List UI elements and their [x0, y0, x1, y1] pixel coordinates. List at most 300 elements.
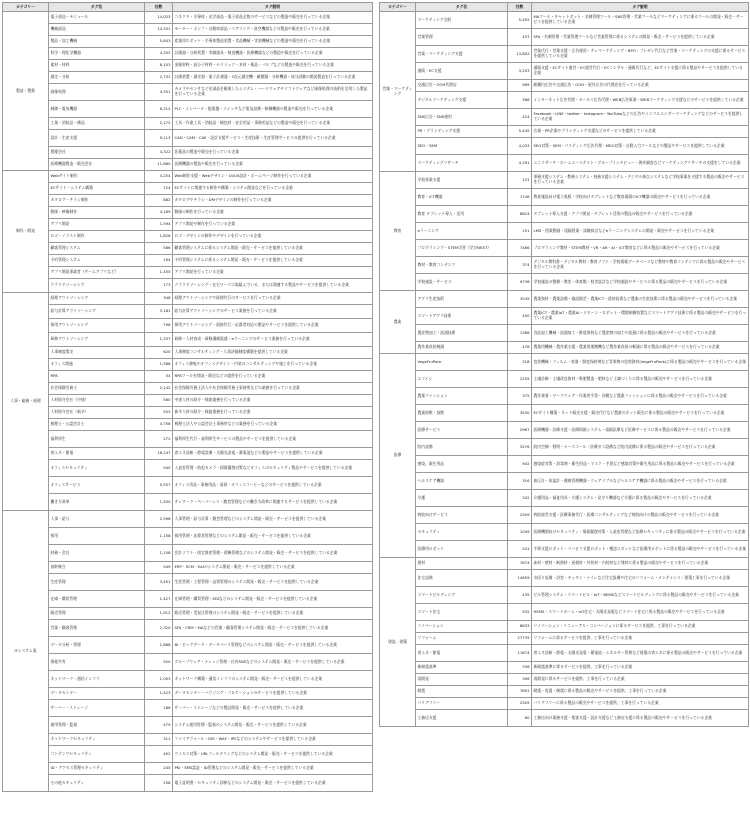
table-row: [380, 473, 749, 490]
count-cell: 1,003: [145, 671, 173, 688]
description-cell: インターネット広告代理・セールス広告代理・WEB広告事業・WEBマーケティング支援などのサービスを提供している企業: [532, 92, 749, 109]
description-cell: 福利厚生代行・福利厚生サービスの製品やサービスを提供している企業: [173, 431, 373, 448]
table-row: [3, 717, 373, 734]
table-row: [3, 431, 373, 448]
table-row: [380, 354, 749, 371]
table-row: [380, 558, 749, 570]
tag-name-cell: 営業・顧客管理: [49, 620, 145, 637]
description-cell: デジタル教科書・デジタル教材・教育ソフト・学校情報データベースなど教材や教育コンテンツに係る製品の販売やサービスを行っている企業: [532, 257, 749, 274]
description-cell: データセンター・ハウジング・コロケーションのサービスを提供している企業: [173, 688, 373, 700]
table-row: [3, 101, 373, 118]
description-cell: SFA・名刺管理・営業管理ツールなど営業管理に係るシステムの開発・販売・サービスを提供している企業: [532, 29, 749, 46]
table-row: [3, 171, 373, 183]
tag-name-cell: 学校施設・サービス: [416, 274, 508, 291]
table-row: [380, 223, 749, 240]
description-cell: プログラミング教材・STEM教材・VR・AR・AI・ICT教育などに係る製品の販売やサービスを行っている企業: [532, 240, 749, 257]
count-cell: 4,202: [145, 48, 173, 60]
header-category: カテゴリー: [380, 3, 416, 12]
table-row: [3, 671, 373, 688]
description-cell: ファイアウォール・IDS・WAF・IPSなどのシステムやサービスを提供している企業: [173, 734, 373, 746]
count-cell: 54: [145, 371, 173, 383]
count-cell: 532: [508, 604, 532, 621]
table-row: [380, 172, 749, 189]
table-row: [380, 109, 749, 126]
table-row: [380, 325, 749, 342]
tag-name-cell: クラウドソーシング: [49, 279, 145, 293]
tag-name-cell: 電子部品・モジュール: [49, 12, 145, 24]
table-row: [3, 231, 373, 243]
table-row: [3, 219, 373, 231]
table-row: [380, 371, 749, 388]
description-cell: 産業用ロボット・半導体製造装置・食品機械・実装機械などの製造や販売を行っている企業: [173, 36, 373, 48]
count-cell: 5,843: [145, 36, 173, 48]
count-cell: 435: [508, 587, 532, 604]
tag-name-cell: ヘルスケア機器: [416, 473, 508, 490]
tag-name-cell: 販売管理: [49, 608, 145, 620]
table-row: [380, 524, 749, 541]
count-cell: 402: [145, 746, 173, 763]
count-cell: 11,660: [145, 159, 173, 171]
tag-name-cell: 耐震: [416, 686, 508, 698]
description-cell: PLC・インバータ・配電盤・スイッチなど電気設備・制御機器の製造や販売を行っている企業: [173, 101, 373, 118]
table-row: [3, 734, 373, 746]
tag-name-cell: 素材・材料: [49, 60, 145, 72]
tag-name-cell: 農業ファッション: [416, 388, 508, 405]
tag-name-cell: 社会保険労務士: [49, 383, 145, 395]
count-cell: 245: [145, 763, 173, 775]
count-cell: 14,023: [145, 12, 173, 24]
tag-name-cell: 農作業負担軽減: [416, 342, 508, 354]
table-row: [3, 562, 373, 574]
tag-name-cell: 人材紹介会社（中途）: [49, 395, 145, 407]
tag-name-cell: 農産物加工・流通技術: [416, 325, 508, 342]
table-row: [3, 688, 373, 700]
count-cell: 3545: [508, 291, 532, 308]
tag-name-cell: ロゴ・イラスト制作: [49, 231, 145, 243]
table-row: [3, 48, 373, 60]
table-row: [3, 84, 373, 101]
tag-table-left: [2, 2, 373, 792]
tag-name-cell: アプリ開発: [49, 219, 145, 231]
tag-name-cell: 採用アウトソーシング: [49, 319, 145, 333]
count-cell: 560: [145, 395, 173, 407]
tag-name-cell: eラーニング: [416, 223, 508, 240]
description-cell: 血圧計・体温計・健康管理機器・ウェアラブルなどヘルスケア機器に係る製品の販売やサービスを行っている企業: [532, 473, 749, 490]
table-row: [380, 645, 749, 662]
tag-name-cell: 農業防獣・鳥獣: [416, 405, 508, 422]
count-cell: 3,451: [145, 574, 173, 591]
description-cell: 顧客管理システムに係るシステム開発・販売・サービスを提供している企業: [173, 243, 373, 255]
tag-name-cell: 機械部品: [49, 24, 145, 36]
count-cell: 8,103: [145, 60, 173, 72]
count-cell: 375: [508, 388, 532, 405]
tag-name-cell: 設計・生産支援: [49, 130, 145, 147]
count-cell: 2,731: [145, 72, 173, 84]
table-row: [3, 746, 373, 763]
count-cell: 14659: [508, 570, 532, 587]
count-cell: 1,888: [145, 637, 173, 654]
table-row: [3, 448, 373, 460]
tag-name-cell: RPA: [49, 371, 145, 383]
description-cell: 医薬品の製造や販売を行っている企業: [173, 147, 373, 159]
tag-name-cell: 医療機器製造・販売会社: [49, 159, 145, 171]
description-cell: アプリ開発を行っている企業: [173, 267, 373, 279]
count-cell: 1,423: [145, 688, 173, 700]
table-row: [380, 422, 749, 439]
count-cell: 2509: [508, 507, 532, 524]
tag-name-cell: 研修アウトソーシング: [49, 333, 145, 347]
header-tag: タグ名: [49, 3, 145, 12]
table-row: [380, 291, 749, 308]
count-cell: 882: [145, 195, 173, 207]
description-cell: 土壌診断・土壌改良資材・堆肥製造・肥料など土壌づくりに係る製品の販売やサービスを行っている企業: [532, 371, 749, 388]
tag-name-cell: 人材紹介会社（新卒）: [49, 407, 145, 419]
tag-name-cell: 在庫・購買管理: [49, 591, 145, 608]
description-cell: 販売管理・受発注管理のシステム開発・販売・サービスを提供している企業: [173, 608, 373, 620]
description-cell: オフィス用品・事務用品・清掃・オフィスコーヒーなどのサービスを提供している企業: [173, 477, 373, 494]
count-cell: 949: [145, 562, 173, 574]
description-cell: 金属材料・高分子材料・セラミック・木材・薬品・パルプなどの製造や販売を行っている企業: [173, 60, 373, 72]
header-desc: タグ説明: [173, 3, 373, 12]
count-cell: 4,033: [508, 138, 532, 155]
category-cell: 製造・製薬: [3, 12, 49, 171]
count-cell: 1,427: [145, 591, 173, 608]
tag-name-cell: 測定・分析: [49, 72, 145, 84]
description-cell: クラウドソーシング・在宅ワークに取組んでいる、または関連する製品やサービスを提供している企業: [173, 279, 373, 293]
count-cell: 9,113: [145, 130, 173, 147]
count-cell: 2255: [508, 371, 532, 388]
count-cell: 4,351: [145, 84, 173, 101]
count-cell: 342: [508, 490, 532, 507]
count-cell: 306: [508, 674, 532, 686]
count-cell: 186: [145, 700, 173, 717]
table-row: [3, 763, 373, 775]
tag-name-cell: マーケティング全般: [416, 12, 508, 29]
table-row: [380, 155, 749, 172]
count-cell: 724: [145, 183, 173, 195]
count-cell: 586: [145, 243, 173, 255]
tag-name-cell: スマートビルディング: [416, 587, 508, 604]
count-cell: 374: [508, 257, 532, 274]
description-cell: 人事管理・給与計算・勤怠管理などのシステム開発・販売・サービスを提供している企業: [173, 511, 373, 528]
category-cell: 医療: [380, 354, 416, 558]
category-cell: 建設、建築: [380, 558, 416, 727]
description-cell: 計測装置・測定器・電子計測器・3次元測定機・顕微鏡・分析機器・成分試験の開発製造を行っている企業: [173, 72, 373, 84]
header-desc: タグ説明: [532, 3, 749, 12]
description-cell: 給与計算アウトソーシングのサービス業務を行っている企業: [173, 305, 373, 319]
description-cell: ウイルス対策・URLフィルタリングなどのシステム開発・販売・サービスを提供している企業: [173, 746, 373, 763]
description-cell: モーター・ポンプ・自動車部品・ベアリング・真空機器などの製造や販売を行っている企業: [173, 24, 373, 36]
description-cell: 駅構内広告や交通広告・OOH・屋外広告の代理店を行っている企業: [532, 80, 749, 92]
description-cell: SFA・CRM・MAなどの営業・顧客管理システム開発・販売・サービスを提供している企業: [173, 620, 373, 637]
description-cell: ECサイトに関連する制作や構築・システム開発などを行っている企業: [173, 183, 373, 195]
table-row: [3, 591, 373, 608]
table-row: [380, 29, 749, 46]
description-cell: ネットワーク構築・通信インフラのシステム開発・販売・サービスを提供している企業: [173, 671, 373, 688]
description-cell: 農業ICT・農業IoT・農業AI・ドローン・ロボット・環境制御装置などスマートアグリ技術に係る製品の販売やサービスを行っている企業: [532, 308, 749, 325]
table-row: [3, 545, 373, 562]
description-cell: 食品加工機械・流通加工・鮮度保持など農産物の加工や流通に係る製品の販売やサービスを行っている企業: [532, 325, 749, 342]
count-cell: 1,550: [145, 494, 173, 511]
tag-name-cell: アプリ開発事業者（ゲームアプリなど）: [49, 267, 145, 279]
tag-name-cell: 予約管理システム: [49, 255, 145, 267]
description-cell: 税理士法人や公認会計士事務所などの業務を行っている企業: [173, 419, 373, 431]
description-cell: アプリ開発や制作を行っている企業: [173, 219, 373, 231]
tag-name-cell: 経理アウトソーシング: [49, 293, 145, 305]
description-cell: ロゴ・デザインの制作やデザインを行っている企業: [173, 231, 373, 243]
table-row: [3, 183, 373, 195]
tag-name-cell: スマートアグリ技術: [416, 308, 508, 325]
table-row: [3, 620, 373, 637]
description-cell: ERP・SCM・EAIのシステム開発・販売・サービスを提供している企業: [173, 562, 373, 574]
table-row: [380, 686, 749, 698]
tag-name-cell: 画像処理: [49, 84, 145, 101]
tag-name-cell: 情報共有: [49, 654, 145, 671]
tag-name-cell: 再開発: [416, 674, 508, 686]
table-row: [380, 189, 749, 206]
tag-name-cell: データ分析・管理: [49, 637, 145, 654]
tag-name-cell: 交通広告・OOH代理店: [416, 80, 508, 92]
count-cell: 5,492: [508, 12, 532, 29]
tag-name-cell: 制御・電気機器: [49, 101, 145, 118]
count-cell: 8824: [508, 206, 532, 223]
table-row: [3, 775, 373, 792]
description-cell: 通販支援・ECサイト運営・EC運営代行・ECコンサル・通販代行など、ECサイト支援に係る製品やサービスを提供している企業: [532, 63, 749, 80]
table-row: [3, 293, 373, 305]
description-cell: カタログやチラシ・DMデザインの制作を行っている企業: [173, 195, 373, 207]
tag-name-cell: オフィスセキュリティ: [49, 460, 145, 477]
description-cell: 省エネ診断・節電・太陽光発電・蓄電池・エネルギー管理など建築の省エネに係る製品の販売やサービスを行っている企業: [532, 645, 749, 662]
count-cell: 7874: [508, 558, 532, 570]
table-row: [3, 371, 373, 383]
table-row: [380, 674, 749, 686]
table-row: [3, 574, 373, 591]
table-row: [3, 255, 373, 267]
description-cell: 会計ソフト・固定資産管理・債権管理などのシステム開発・販売・サービスを提供している企業: [173, 545, 373, 562]
table-row: [380, 206, 749, 223]
table-row: [3, 279, 373, 293]
table-row: [3, 511, 373, 528]
tag-name-cell: Webサイト制作: [49, 171, 145, 183]
count-cell: 316: [508, 473, 532, 490]
table-row: [3, 319, 373, 333]
table-row: [3, 60, 373, 72]
table-row: [3, 195, 373, 207]
table-row: [380, 308, 749, 325]
count-cell: 151: [508, 223, 532, 240]
count-cell: 5,557: [145, 477, 173, 494]
description-cell: オフィス移転やオフィスデザイン・内装のコンサルティングや施工を行っている企業: [173, 359, 373, 371]
count-cell: 336: [508, 662, 532, 674]
description-cell: 予約管理システムに係るシステム開発・販売・サービスを提供している企業: [173, 255, 373, 267]
table-row: [3, 383, 373, 395]
tag-name-cell: リノベーション: [416, 621, 508, 633]
description-cell: システム運用管理・監視のシステム開発・販売・サービスを提供している企業: [173, 717, 373, 734]
description-cell: 医療機器・診療支援・医療情報システム・遠隔医療など医療サービスに係る製品の販売やサービスを行っている企業: [532, 422, 749, 439]
tag-name-cell: 病院向けサービス: [416, 507, 508, 524]
tag-name-cell: 医療用ロボット: [416, 541, 508, 558]
count-cell: 4,254: [145, 171, 173, 183]
table-row: [380, 274, 749, 291]
tag-name-cell: 住宅設備: [416, 570, 508, 587]
tag-name-cell: デジタルマーケティング支援: [416, 92, 508, 109]
tag-name-cell: 院内設備: [416, 439, 508, 456]
table-row: [380, 541, 749, 558]
tag-name-cell: アグリ生産技術: [416, 291, 508, 308]
category-cell: 営業・マーケティング: [380, 12, 416, 172]
description-cell: 研修・人材育成・研修講師派遣・eラーニングのサービス業務を行っている企業: [173, 333, 373, 347]
count-cell: 1,158: [145, 528, 173, 545]
table-row: [380, 388, 749, 405]
count-cell: 348: [145, 293, 173, 305]
table-row: [3, 147, 373, 159]
tag-name-cell: 建材: [416, 558, 508, 570]
table-row: [3, 700, 373, 717]
description-cell: リフォームに係るサービスを提供、工事を行っている企業: [532, 633, 749, 645]
table-row: [380, 63, 749, 80]
description-cell: 電子証明書・セキュリティ診断などのシステム開発・販売・サービスを提供している企業: [173, 775, 373, 792]
count-cell: 80: [508, 710, 532, 727]
count-cell: 1366: [508, 325, 532, 342]
tag-name-cell: ECサイト・システム構築: [49, 183, 145, 195]
tag-name-cell: 教育・ICT機器: [416, 189, 508, 206]
tag-name-cell: 運用管理・監視: [49, 717, 145, 734]
tag-name-cell: 財務・会計: [49, 545, 145, 562]
tag-name-cell: 営業・マーケティング支援: [416, 46, 508, 63]
tag-name-cell: 医療サービス: [416, 422, 508, 439]
tag-name-cell: オフィス関連: [49, 359, 145, 371]
description-cell: 新耐震基準に係るサービスを提供、工事を行っている企業: [532, 662, 749, 674]
count-cell: 311: [145, 734, 173, 746]
count-cell: 14,331: [145, 24, 173, 36]
tag-name-cell: バリアフリー: [416, 698, 508, 710]
count-cell: 272: [145, 431, 173, 448]
tag-name-cell: 顧客管理システム: [49, 243, 145, 255]
count-cell: 2,596: [145, 511, 173, 528]
table-row: [380, 490, 749, 507]
count-cell: 1,455: [145, 267, 173, 279]
count-cell: 1,588: [145, 359, 173, 371]
description-cell: HEMS・スマートホーム・IoT住宅・太陽光発電などスマート住宅に係る製品の販売やサービスを行っている企業: [532, 604, 749, 621]
table-row: [380, 633, 749, 645]
table-row: [380, 710, 749, 727]
table-row: [380, 342, 749, 354]
description-cell: サーバー・ストレージなどの製品開発・販売・サービスを提供している企業: [173, 700, 373, 717]
count-cell: 9736: [508, 274, 532, 291]
tag-name-cell: 製品・加工機械: [49, 36, 145, 48]
count-cell: 541: [508, 541, 532, 558]
tag-name-cell: SNS広告・SNS運用: [416, 109, 508, 126]
tag-name-cell: コンテンツセキュリティ: [49, 746, 145, 763]
description-cell: 動画の制作を行っている企業: [173, 207, 373, 219]
count-cell: 7891: [508, 686, 532, 698]
description-cell: 学校施設の整備・教室・体育館・校舎設計など学校施設やサービスに係る製品の販売やサービスを行っている企業: [532, 274, 749, 291]
count-cell: 4,291: [508, 155, 532, 172]
header-count: 社数: [145, 3, 173, 12]
count-cell: 318: [508, 354, 532, 371]
count-cell: 173: [145, 279, 173, 293]
category-cell: 農業: [380, 291, 416, 354]
count-cell: 920: [145, 654, 173, 671]
count-cell: 478: [508, 342, 532, 354]
table-row: [3, 159, 373, 171]
count-cell: 1,594: [145, 219, 173, 231]
description-cell: LMS・授業動画・遠隔授業・試験採点などeラーニングシステムの開発・販売やサービスを行っている企業: [532, 223, 749, 240]
tag-name-cell: 科学・理化学機器: [49, 48, 145, 60]
table-body: [3, 12, 373, 792]
tag-name-cell: 工業・消耗品・備品: [49, 118, 145, 130]
description-cell: 生産管理・工程管理・品質管理のシステム開発・販売・サービスを提供している企業: [173, 574, 373, 591]
table-row: [380, 456, 749, 473]
count-cell: 568: [508, 92, 532, 109]
tag-name-cell: その他セキュリティ: [49, 775, 145, 792]
count-cell: 3530: [508, 405, 532, 422]
description-cell: CAD・CAM・CAE・設計支援サービス・生産技術・生産管理サービスの提供を行っている企業: [173, 130, 373, 147]
tag-name-cell: エフイシ: [416, 371, 508, 388]
description-cell: バリアフリーに係る製品の販売やサービスを提供、工事を行っている企業: [532, 698, 749, 710]
description-cell: 医療機器の製造や販売を行っている企業: [173, 159, 373, 171]
table-row: [380, 570, 749, 587]
table-row: [380, 405, 749, 422]
count-cell: 424: [508, 109, 532, 126]
tag-name-cell: 生産管理: [49, 574, 145, 591]
tag-table-right: [379, 2, 749, 727]
count-cell: 1746: [508, 189, 532, 206]
count-cell: 450: [508, 308, 532, 325]
tag-name-cell: 感染、衛生用品: [416, 456, 508, 473]
description-cell: 感染症対策・消毒剤・衛生用品・マスク・手袋など感染対策や衛生用品に係る製品の販売やサービスを行っている企業: [532, 456, 749, 473]
table-row: [3, 419, 373, 431]
table-row: [3, 359, 373, 371]
tag-name-cell: VegeFruPack: [416, 354, 508, 371]
count-cell: 4,322: [145, 147, 173, 159]
tag-name-cell: 基幹統合: [49, 562, 145, 574]
tag-name-cell: 働き方改革: [49, 494, 145, 511]
table-row: [380, 257, 749, 274]
table-header-row: [380, 3, 749, 12]
description-cell: ECサイト構築・ネット販売支援・販売代行など農業のネット販売に係る製品の販売やサービスを行っている企業: [532, 405, 749, 422]
description-cell: 病院経営支援・医療事務代行・医療コンサルティングなど病院向けの製品の販売やサービスを行っている企業: [532, 507, 749, 524]
count-cell: 4,756: [145, 419, 173, 431]
table-row: [3, 24, 373, 36]
table-row: [3, 460, 373, 477]
tag-name-cell: プログラミング・STEM学習（学びNEXT）: [416, 240, 508, 257]
table-row: [380, 621, 749, 633]
table-row: [3, 395, 373, 407]
count-cell: 1,158: [145, 545, 173, 562]
table-row: [380, 126, 749, 138]
table-row: [3, 407, 373, 419]
count-cell: 3,181: [145, 305, 173, 319]
table-row: [3, 243, 373, 255]
table-row: [3, 347, 373, 359]
table-row: [380, 662, 749, 674]
header-category: カテゴリー: [3, 3, 49, 12]
description-cell: 営業代行・営業支援・広告運用・テレマーケティング・BPO・プレゼン代行など営業・マーケティングの支援に係るサービスを提供している企業: [532, 46, 749, 63]
tag-name-cell: セキュリティ: [416, 524, 508, 541]
count-cell: 2,172: [145, 118, 173, 130]
table-row: [380, 604, 749, 621]
description-cell: 医療機関向けセキュリティ・情報漏洩対策・入退室管理など医療セキュリティに係る製品の販売やサービスを行っている企業: [532, 524, 749, 541]
description-cell: 中途人材の紹介・斡旋業務を行っている企業: [173, 395, 373, 407]
tag-name-cell: サーバー・ストレージ: [49, 700, 145, 717]
count-cell: 6,212: [145, 101, 173, 118]
description-cell: 農作業着・ワークウェア・作業用手袋・長靴など農業ファッションに係る製品の販売やサービスを行っている企業: [532, 388, 749, 405]
description-cell: 計測器・分析装置・実験器具・検査機器・医療機器などの製造や販売を行っている企業: [173, 48, 373, 60]
count-cell: 2967: [508, 422, 532, 439]
count-cell: 1049: [508, 524, 532, 541]
count-cell: 5,445: [508, 126, 532, 138]
